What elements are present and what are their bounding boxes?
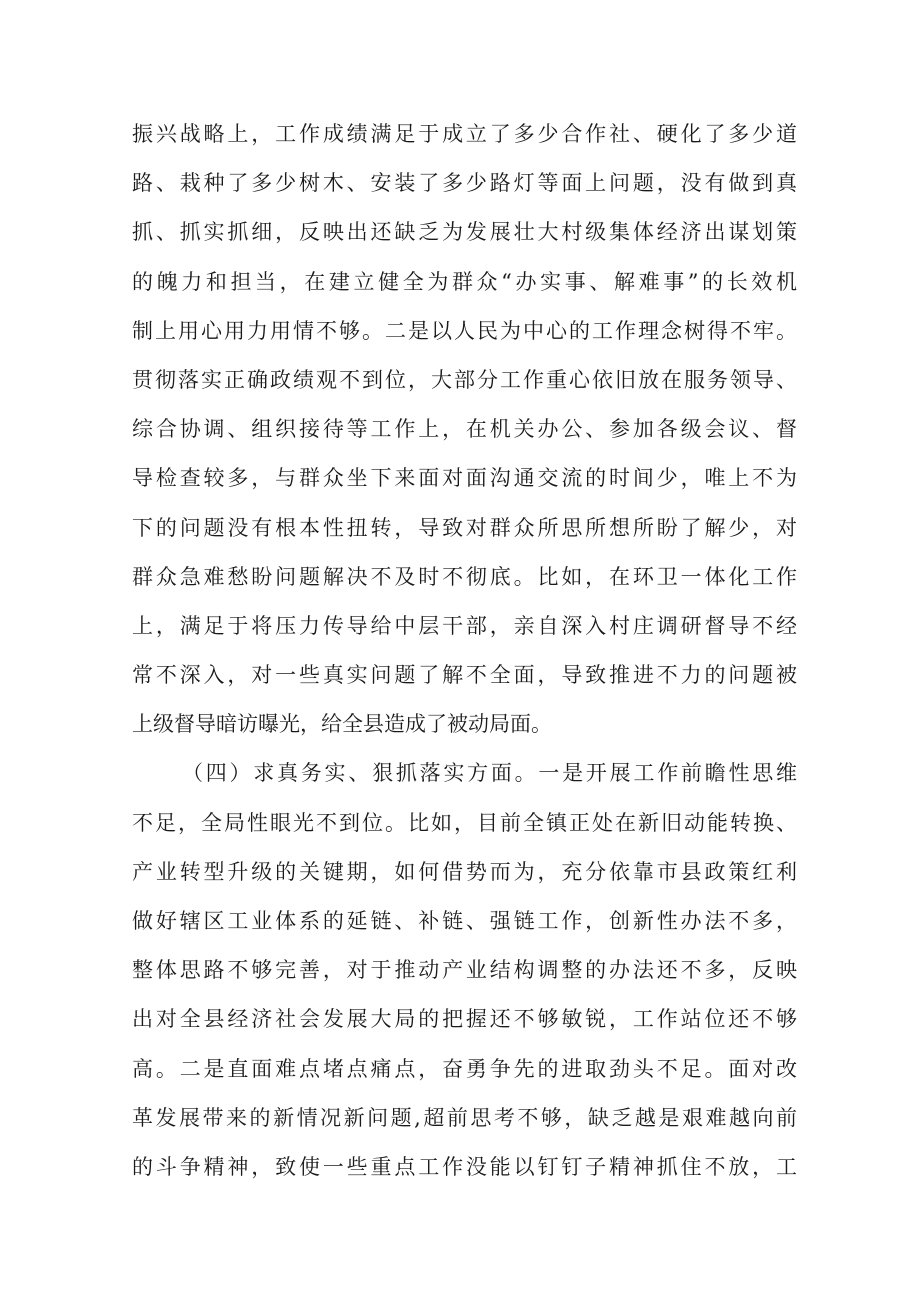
text-line: 不足，全局性眼光不到位。比如，目前全镇正处在新旧动能转换、: [132, 810, 797, 835]
text-line: 上，满足于将压力传导给中层干部，亲自深入村庄调研督导不经: [132, 613, 797, 638]
paragraph-1: [132, 110, 797, 749]
paragraph-2: [132, 749, 797, 1192]
body-text: [132, 110, 797, 1192]
text-line: 制上用心用力用情不够。二是以人民为中心的工作理念树得不牢。: [132, 318, 797, 343]
text-line: 贯彻落实正确政绩观不到位，大部分工作重心依旧放在服务领导、: [132, 367, 797, 392]
text-line: 高。二是直面难点堵点痛点，奋勇争先的进取劲头不足。面对改: [132, 1056, 797, 1081]
text-line: 的魄力和担当，在建立健全为群众“办实事、解难事”的长效机: [132, 269, 797, 294]
text-line: 做好辖区工业体系的延链、补链、强链工作，创新性办法不多，: [132, 909, 797, 933]
text-line: 振兴战略上，工作成绩满足于成立了多少合作社、硬化了多少道: [132, 122, 797, 146]
text-line: 导检查较多，与群众坐下来面对面沟通交流的时间少，唯上不为: [132, 466, 797, 491]
text-line: 路、栽种了多少树木、安装了多少路灯等面上问题，没有做到真: [132, 171, 797, 196]
text-line: 的斗争精神，致使一些重点工作没能以钉钉子精神抓住不放，工: [132, 1154, 797, 1179]
text-line: 抓、抓实抓细，反映出还缺乏为发展壮大村级集体经济出谋划策: [132, 220, 797, 245]
text-line: 综合协调、组织接待等工作上，在机关办公、参加各级会议、督: [132, 417, 797, 442]
text-line: 下的问题没有根本性扭转，导致对群众所思所想所盼了解少，对: [132, 515, 797, 540]
text-line: 整体思路不够完善，对于推动产业结构调整的办法还不多，反映: [132, 958, 797, 983]
text-line: （四）求真务实、狠抓落实方面。一是开展工作前瞻性思维: [182, 761, 797, 786]
text-line: 革发展带来的新情况新问题,超前思考不够，缺乏越是艰难越向前: [132, 1105, 797, 1130]
text-line: 常不深入，对一些真实问题了解不全面，导致推进不力的问题被: [132, 663, 797, 688]
text-line: 产业转型升级的关键期，如何借势而为，充分依靠市县政策红利: [132, 859, 797, 884]
text-line: 出对全县经济社会发展大局的把握还不够敏锐，工作站位还不够: [132, 1007, 797, 1032]
text-line: 群众急难愁盼问题解决不及时不彻底。比如，在环卫一体化工作: [132, 564, 797, 589]
text-line: 上级督导暗访曝光，给全县造成了被动局面。: [132, 712, 552, 737]
